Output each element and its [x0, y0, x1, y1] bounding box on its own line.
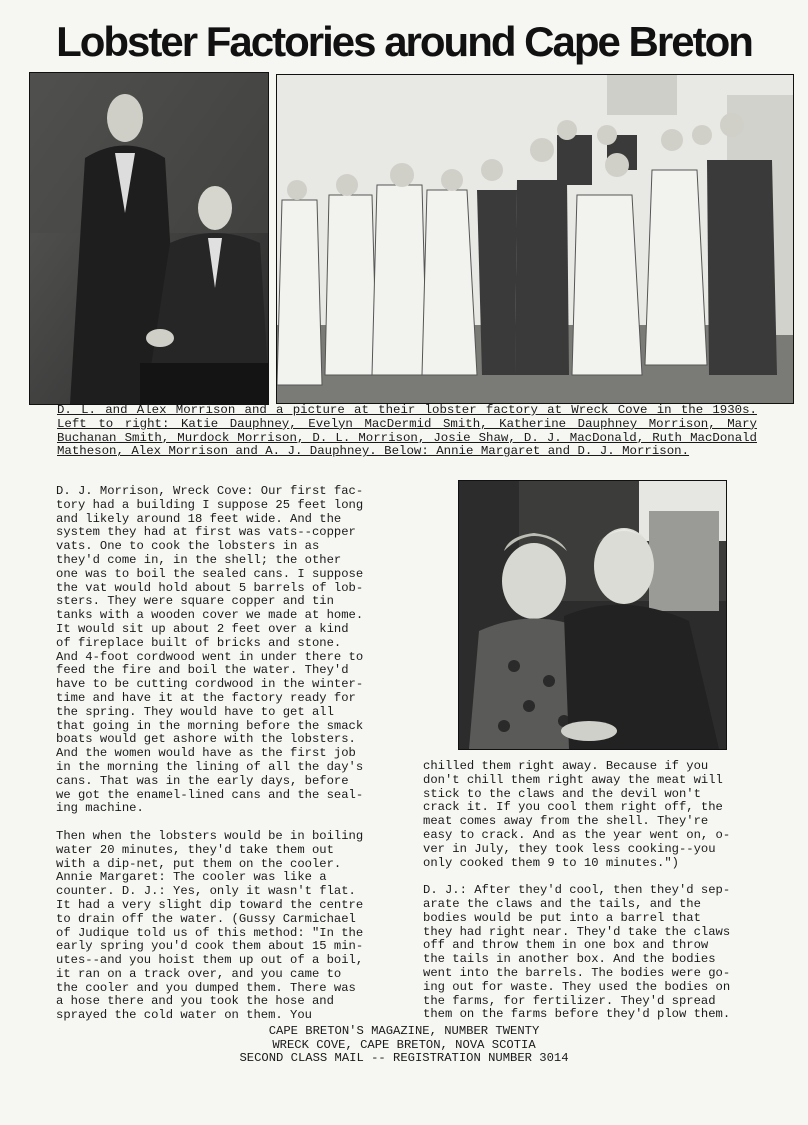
footer-line-registration: SECOND CLASS MAIL -- REGISTRATION NUMBER 3014 [239, 1051, 569, 1065]
article-paragraph: Then when the lobsters would be in boiling water 20 minutes, they'd take them out with a dip-net, put them on the cooler. Annie Margaret: The cooler was like a counter. D. J.: Yes, only it wasn't flat. It had a very slight dip toward the centre to drain off the water. (Gussy Carmichael of Judique told us of this method: "In the early spring you'd cook them about 15 min- utes--and you hoist them up out of a boil, it ran on a track over, and you came to the cooler and you dumped them. There was a hose there and you took the hose and sprayed the cold water on them. You [56, 828, 364, 1023]
photo-factory-workers-image [277, 75, 793, 403]
footer-line-magazine: CAPE BRETON'S MAGAZINE, NUMBER TWENTY [268, 1024, 540, 1038]
photo-two-men [29, 72, 269, 405]
magazine-footer [0, 1025, 808, 1066]
photo-caption: D. L. and Alex Morrison and a picture at their lobster factory at Wreck Cove in the 1930s. Left to right: Katie Dauphney, Evelyn MacDermid Smith, Katherine Dauphney Morrison, Mary Buchanan Smith, Murdock Morrison, D. L. Morrison, Josie Shaw, D. J. MacDonald, Ruth MacDonald Matheson, Alex Morrison and A. J. Dauphney. Below: Annie Margaret and D. J. Morrison. [57, 403, 757, 459]
article-paragraph: D. J.: After they'd cool, then they'd sep- arate the claws and the tails, and the bodies would be put into a barrel that they had right near. They'd take the claws off and throw them in one box and throw the tails in another box. And the bodies went into the barrels. The bodies were go- ing out for waste. They used the bodies on the farms, for fertilizer. They'd spread them on the farms before they'd plow them. [423, 883, 731, 1022]
article-paragraph: D. J. Morrison, Wreck Cove: Our first fac- tory had a building I suppose 25 feet long and likely around 18 feet wide. And the system they had at first was vats--copper vats. One to cook the lobsters in as they'd come in, in the shell; the other one was to boil the sealed cans. I suppose the vat would hold about 5 barrels of lob- sters. They were square copper and tin tanks with a wooden cover we made at home. It would sit up about 2 feet over a kind of fireplace built of bricks and stone. And 4-foot cordwood went in under there to feed the fire and boil the water. They'd have to be cutting cordwood in the winter- time and have it at the factory ready for the spring. They would have to get all that going in the morning before the smack boats would get ashore with the lobsters. And the women would have as the first job in the morning the lining of all the day's cans. That was in the early days, before we got the enamel-lined cans and the seal- ing machine. [56, 484, 364, 816]
photo-annie-margaret-and-dj-morrison [458, 480, 727, 750]
photo-couple-image [459, 481, 726, 749]
article-column-right [423, 760, 773, 1022]
photo-two-men-image [30, 73, 268, 404]
article-column-left [56, 485, 408, 1023]
photo-factory-workers [276, 74, 794, 404]
page-title: Lobster Factories around Cape Breton [56, 18, 752, 65]
article-paragraph: chilled them right away. Because if you don't chill them right away the meat will stick to the claws and the devil won't crack it. If you cool them right off, the meat comes away from the shell. They're easy to crack. And as the year went on, o- ver in July, they took less cooking--you only cooked them 9 to 10 minutes.") [423, 759, 731, 870]
footer-line-address: WRECK COVE, CAPE BRETON, NOVA SCOTIA [272, 1037, 536, 1052]
